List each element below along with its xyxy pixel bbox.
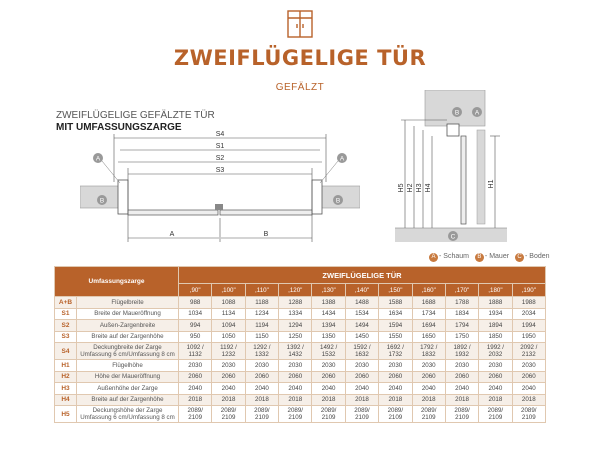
table-row <box>55 297 546 309</box>
row-value: 1194 <box>245 320 278 332</box>
row-value: 2040 <box>412 383 445 395</box>
plan-view-drawing <box>80 128 360 252</box>
legend-badge-c: C <box>515 253 524 262</box>
row-code: H4 <box>55 394 77 406</box>
legend-text-a: - Schaum <box>439 253 469 260</box>
row-value: 2030 <box>312 360 345 372</box>
row-value: 1888 <box>479 297 512 309</box>
dim-s3-label: S3 <box>215 167 225 174</box>
row-value: 2089/ 2109 <box>245 406 278 423</box>
row-code: S1 <box>55 308 77 320</box>
row-value: 2030 <box>512 360 545 372</box>
row-value: 2060 <box>479 371 512 383</box>
row-value: 1792 / 1832 <box>412 343 445 360</box>
dimensions-table <box>54 266 546 423</box>
door-handle <box>215 204 223 210</box>
marker-b-right <box>333 195 343 205</box>
row-value: 1850 <box>479 331 512 343</box>
drawing-title-line2: MIT UMFASSUNGSZARGE <box>56 122 182 133</box>
row-value: 2018 <box>279 394 312 406</box>
door-logo-icon <box>284 7 316 39</box>
row-code: A+B <box>55 297 77 309</box>
row-value: 2060 <box>379 371 412 383</box>
row-value: 1088 <box>212 297 245 309</box>
row-code: S4 <box>55 343 77 360</box>
row-value: 1534 <box>345 308 378 320</box>
row-value: 1094 <box>212 320 245 332</box>
dim-h3-label: H3 <box>416 183 423 193</box>
legend-text-c: - Boden <box>525 253 550 260</box>
row-value: 1934 <box>479 308 512 320</box>
svg-text:A: A <box>474 109 480 117</box>
row-value: 1392 / 1432 <box>279 343 312 360</box>
row-value: 2030 <box>479 360 512 372</box>
svg-text:B: B <box>99 197 105 205</box>
dim-a-label: A <box>169 231 175 238</box>
row-value: 1494 <box>345 320 378 332</box>
row-value: 1650 <box>412 331 445 343</box>
row-description: Außen-Zargenbreite <box>77 320 179 332</box>
row-value: 1688 <box>412 297 445 309</box>
row-value: 2030 <box>445 360 478 372</box>
row-value: 2089/ 2109 <box>379 406 412 423</box>
row-value: 1092 / 1132 <box>179 343 212 360</box>
row-value: 2030 <box>412 360 445 372</box>
legend-badge-a: A <box>429 253 438 262</box>
table-row <box>55 394 546 406</box>
row-value: 2018 <box>345 394 378 406</box>
row-value: 1250 <box>279 331 312 343</box>
col-header: ,120" <box>279 284 312 297</box>
row-description: Flügelhöhe <box>77 360 179 372</box>
row-value: 1292 / 1332 <box>245 343 278 360</box>
row-value: 2018 <box>212 394 245 406</box>
row-value: 2040 <box>445 383 478 395</box>
door-leaf-b <box>220 210 312 215</box>
dim-s2-label: S2 <box>215 155 225 162</box>
row-value: 2040 <box>379 383 412 395</box>
col-header: ,180" <box>479 284 512 297</box>
svg-text:B: B <box>335 197 341 205</box>
row-value: 1034 <box>179 308 212 320</box>
row-value: 2040 <box>312 383 345 395</box>
col-header: ,190" <box>512 284 545 297</box>
dim-b-label: B <box>263 231 269 238</box>
row-value: 2089/ 2109 <box>412 406 445 423</box>
legend-badge-b: B <box>475 253 484 262</box>
page-subtitle: GEFÄLZT <box>275 82 325 93</box>
row-value: 1734 <box>412 308 445 320</box>
dim-h2-label: H2 <box>407 183 414 193</box>
row-value: 2060 <box>445 371 478 383</box>
row-description: Breite der Maueröffnung <box>77 308 179 320</box>
row-value: 1692 / 1732 <box>379 343 412 360</box>
row-value: 2018 <box>379 394 412 406</box>
col-header: ,100" <box>212 284 245 297</box>
row-value: 1788 <box>445 297 478 309</box>
marker-a-right <box>320 153 347 183</box>
row-value: 2040 <box>512 383 545 395</box>
row-description: Breite auf der Zargenhöhe <box>77 331 179 343</box>
row-value: 2060 <box>412 371 445 383</box>
row-value: 1492 / 1532 <box>312 343 345 360</box>
row-value: 1388 <box>312 297 345 309</box>
row-value: 1488 <box>345 297 378 309</box>
row-value: 1188 <box>245 297 278 309</box>
row-description: Breite auf der Zargenhöhe <box>77 394 179 406</box>
row-value: 2034 <box>512 308 545 320</box>
row-value: 1894 <box>479 320 512 332</box>
row-value: 2060 <box>512 371 545 383</box>
row-value: 2089/ 2109 <box>445 406 478 423</box>
row-value: 2040 <box>279 383 312 395</box>
row-value: 2089/ 2109 <box>345 406 378 423</box>
table-row <box>55 406 546 423</box>
row-value: 2092 / 2132 <box>512 343 545 360</box>
row-value: 2089/ 2109 <box>479 406 512 423</box>
col-header: ,90" <box>179 284 212 297</box>
row-value: 1834 <box>445 308 478 320</box>
row-code: S2 <box>55 320 77 332</box>
row-value: 2018 <box>412 394 445 406</box>
svg-text:C: C <box>450 233 456 241</box>
col-header: ,160" <box>412 284 445 297</box>
row-value: 1994 <box>512 320 545 332</box>
page-title: ZWEIFLÜGELIGE TÜR <box>173 46 427 70</box>
row-value: 1694 <box>412 320 445 332</box>
row-value: 2060 <box>312 371 345 383</box>
col-header: ,110" <box>245 284 278 297</box>
row-value: 2030 <box>179 360 212 372</box>
table-row <box>55 308 546 320</box>
col-header: ,170" <box>445 284 478 297</box>
row-value: 2018 <box>512 394 545 406</box>
row-value: 2060 <box>212 371 245 383</box>
row-value: 1192 / 1232 <box>212 343 245 360</box>
row-value: 2018 <box>179 394 212 406</box>
row-value: 2018 <box>445 394 478 406</box>
row-value: 1334 <box>279 308 312 320</box>
legend <box>425 253 550 262</box>
row-value: 994 <box>179 320 212 332</box>
row-value: 988 <box>179 297 212 309</box>
section-frame <box>447 124 459 136</box>
row-value: 2040 <box>245 383 278 395</box>
row-description: Deckungbreite der Zarge Umfassung 6 cm/Umfassung 8 cm <box>77 343 179 360</box>
table-row <box>55 360 546 372</box>
row-code: H2 <box>55 371 77 383</box>
row-value: 2089/ 2109 <box>179 406 212 423</box>
row-value: 1550 <box>379 331 412 343</box>
row-value: 950 <box>179 331 212 343</box>
dim-h4-label: H4 <box>425 183 432 193</box>
jamb-wall <box>477 130 485 224</box>
row-value: 1594 <box>379 320 412 332</box>
row-value: 2040 <box>179 383 212 395</box>
row-value: 1434 <box>312 308 345 320</box>
row-value: 1592 / 1632 <box>345 343 378 360</box>
dim-h5-label: H5 <box>398 183 405 193</box>
col-header: ,150" <box>379 284 412 297</box>
row-value: 1450 <box>345 331 378 343</box>
row-description: Deckungshöhe der Zarge Umfassung 6 cm/Umfassung 8 cm <box>77 406 179 423</box>
dim-s4-label: S4 <box>215 131 225 138</box>
svg-text:B: B <box>454 109 460 117</box>
row-value: 2060 <box>179 371 212 383</box>
row-value: 2030 <box>279 360 312 372</box>
row-code: S3 <box>55 331 77 343</box>
row-value: 1634 <box>379 308 412 320</box>
row-value: 2030 <box>245 360 278 372</box>
row-value: 2060 <box>345 371 378 383</box>
row-code: H5 <box>55 406 77 423</box>
table-row <box>55 371 546 383</box>
row-value: 2018 <box>479 394 512 406</box>
row-value: 2089/ 2109 <box>312 406 345 423</box>
row-value: 1588 <box>379 297 412 309</box>
row-value: 2030 <box>212 360 245 372</box>
row-description: Flügelbreite <box>77 297 179 309</box>
frame-left <box>118 180 128 214</box>
row-value: 1992 / 2032 <box>479 343 512 360</box>
section-marker-c <box>448 231 458 241</box>
row-value: 2040 <box>212 383 245 395</box>
row-description: Außenhöhe der Zarge <box>77 383 179 395</box>
row-value: 1350 <box>312 331 345 343</box>
dim-s1-label: S1 <box>215 143 225 150</box>
row-value: 2060 <box>245 371 278 383</box>
row-value: 1288 <box>279 297 312 309</box>
marker-a-left <box>93 153 120 183</box>
row-value: 2089/ 2109 <box>512 406 545 423</box>
table-row <box>55 320 546 332</box>
row-value: 2089/ 2109 <box>212 406 245 423</box>
row-value: 2030 <box>345 360 378 372</box>
frame-right <box>312 180 322 214</box>
table-row <box>55 331 546 343</box>
section-view-drawing <box>385 90 515 250</box>
marker-b-left <box>97 195 107 205</box>
col-header: ,130" <box>312 284 345 297</box>
row-value: 1750 <box>445 331 478 343</box>
row-value: 1950 <box>512 331 545 343</box>
row-value: 1134 <box>212 308 245 320</box>
row-description: Höhe der Maueröffnung <box>77 371 179 383</box>
table-group-header: ZWEIFLÜGELIGE TÜR <box>179 267 546 284</box>
door-leaf-a <box>128 210 218 215</box>
row-value: 1150 <box>245 331 278 343</box>
row-value: 1294 <box>279 320 312 332</box>
row-value: 2040 <box>345 383 378 395</box>
svg-text:A: A <box>95 155 101 163</box>
row-value: 2040 <box>479 383 512 395</box>
dim-h1-label: H1 <box>488 179 495 189</box>
section-marker-a <box>472 107 482 117</box>
table-row <box>55 383 546 395</box>
row-value: 2060 <box>279 371 312 383</box>
row-value: 2030 <box>379 360 412 372</box>
row-value: 1794 <box>445 320 478 332</box>
section-door-leaf <box>461 136 466 224</box>
svg-text:A: A <box>339 155 345 163</box>
table-label-header: Umfassungszarge <box>55 267 179 297</box>
drawing-title-line1: ZWEIFLÜGELIGE GEFÄLZTE TÜR <box>56 110 215 121</box>
row-value: 1988 <box>512 297 545 309</box>
row-value: 1050 <box>212 331 245 343</box>
row-value: 1892 / 1932 <box>445 343 478 360</box>
row-value: 2018 <box>245 394 278 406</box>
col-header: ,140" <box>345 284 378 297</box>
section-marker-b <box>452 107 462 117</box>
table-row <box>55 343 546 360</box>
row-value: 1394 <box>312 320 345 332</box>
row-value: 1234 <box>245 308 278 320</box>
legend-text-b: - Mauer <box>484 253 510 260</box>
row-value: 2089/ 2109 <box>279 406 312 423</box>
row-code: H3 <box>55 383 77 395</box>
row-value: 2018 <box>312 394 345 406</box>
row-code: H1 <box>55 360 77 372</box>
